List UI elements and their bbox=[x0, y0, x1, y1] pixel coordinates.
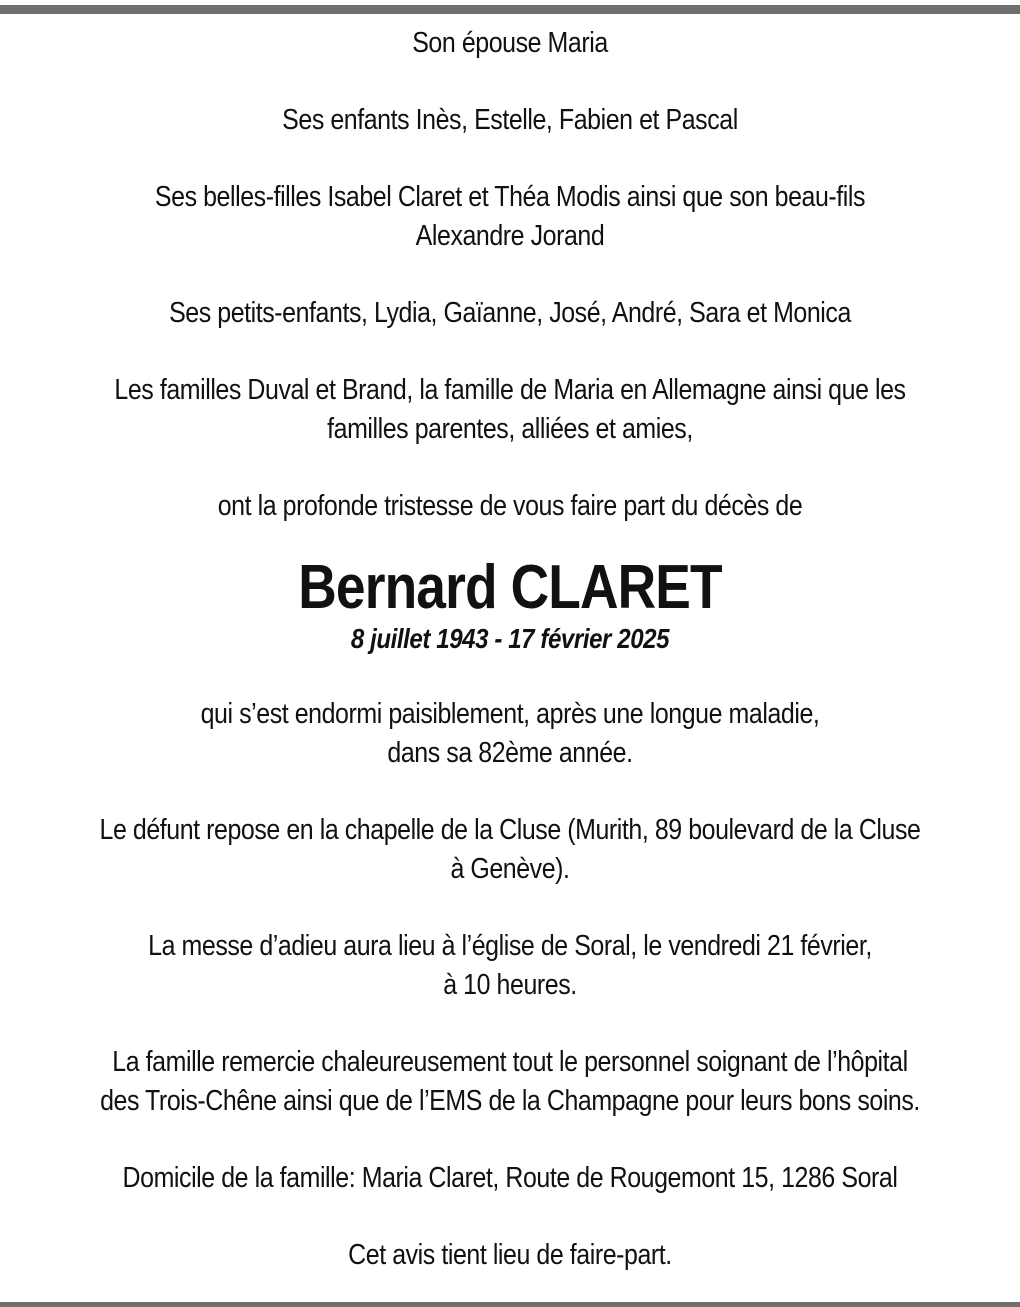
families-line-1: Les familles Duval et Brand, la famille de Maria en Allemagne ainsi que les bbox=[114, 374, 906, 406]
spouse-line bbox=[0, 24, 1020, 63]
in-laws-paragraph bbox=[0, 178, 1020, 256]
domicile-text: Domicile de la famille: Maria Claret, Route de Rougemont 15, 1286 Soral bbox=[122, 1162, 898, 1194]
closing-line bbox=[0, 1236, 1020, 1275]
in-laws-line-1: Ses belles-filles Isabel Claret et Théa Modis ainsi que son beau-fils bbox=[154, 181, 866, 213]
children-line bbox=[0, 101, 1020, 140]
passing-line-1: qui s’est endormi paisiblement, après une longue maladie, bbox=[200, 698, 820, 730]
deceased-name bbox=[0, 552, 1020, 624]
repose-paragraph bbox=[0, 811, 1020, 889]
announcement-text: ont la profonde tristesse de vous faire part du décès de bbox=[217, 490, 803, 522]
passing-paragraph bbox=[0, 695, 1020, 773]
thanks-line-2: des Trois-Chêne ainsi que de l’EMS de la Champagne pour leurs bons soins. bbox=[100, 1085, 920, 1117]
passing-line-2: dans sa 82ème année. bbox=[387, 737, 633, 769]
grandchildren-text: Ses petits-enfants, Lydia, Gaïanne, José, André, Sara et Monica bbox=[169, 297, 851, 329]
announcement-line bbox=[0, 487, 1020, 526]
thanks-line-1: La famille remercie chaleureusement tout le personnel soignant de l’hôpital bbox=[112, 1046, 908, 1078]
mass-paragraph bbox=[0, 927, 1020, 1005]
families-paragraph bbox=[0, 371, 1020, 449]
closing-text: Cet avis tient lieu de faire-part. bbox=[348, 1239, 672, 1271]
thanks-paragraph bbox=[0, 1043, 1020, 1121]
children-text: Ses enfants Inès, Estelle, Fabien et Pascal bbox=[282, 104, 738, 136]
top-rule bbox=[0, 5, 1020, 14]
mass-line-2: à 10 heures. bbox=[443, 969, 577, 1001]
deceased-name-text: Bernard CLARET bbox=[298, 553, 722, 622]
in-laws-line-2: Alexandre Jorand bbox=[415, 220, 605, 252]
life-dates-text: 8 juillet 1943 - 17 février 2025 bbox=[350, 623, 670, 654]
grandchildren-line bbox=[0, 294, 1020, 333]
repose-line-1: Le défunt repose en la chapelle de la Cluse (Murith, 89 boulevard de la Cluse bbox=[99, 814, 921, 846]
life-dates bbox=[0, 624, 1020, 654]
spouse-text: Son épouse Maria bbox=[412, 27, 608, 59]
repose-line-2: à Genève). bbox=[450, 853, 570, 885]
mass-line-1: La messe d’adieu aura lieu à l’église de Soral, le vendredi 21 février, bbox=[148, 930, 872, 962]
domicile-line bbox=[0, 1159, 1020, 1198]
obituary-notice bbox=[0, 24, 1020, 1275]
bottom-rule bbox=[0, 1302, 1020, 1307]
families-line-2: familles parentes, alliées et amies, bbox=[327, 413, 693, 445]
